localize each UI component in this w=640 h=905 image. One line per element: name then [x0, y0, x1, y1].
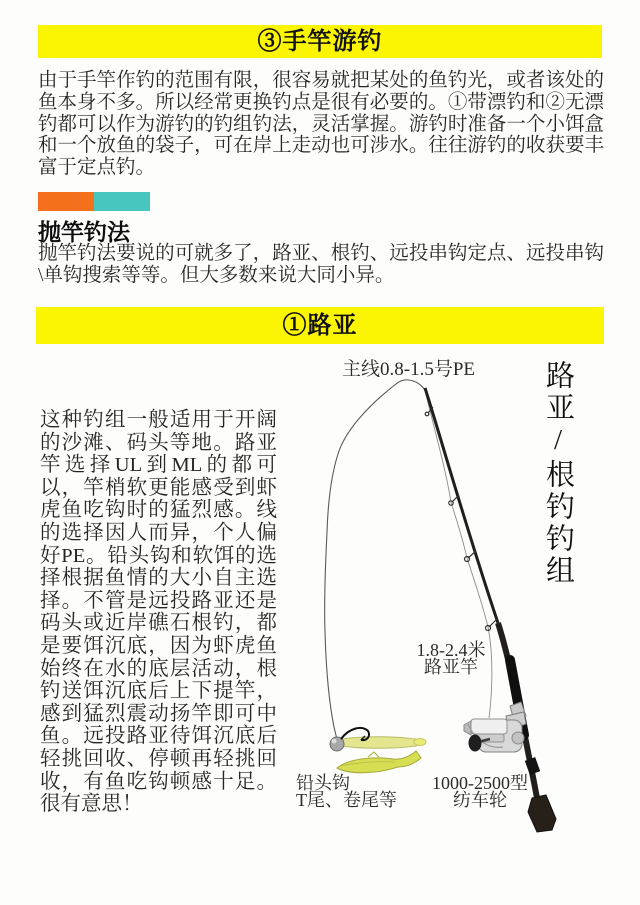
fishing-rod: [425, 388, 556, 832]
label-reel-line1: 1000-2500型: [432, 773, 528, 793]
section-divider: [38, 192, 150, 211]
label-jig-lure-line2: T尾、卷尾等: [296, 790, 397, 810]
fishing-rig-illustration: [280, 350, 640, 905]
fishing-line-curve: [325, 380, 425, 741]
divider-teal-bar: [94, 192, 150, 211]
section-banner-lure: ①路亚: [36, 307, 604, 344]
divider-orange-bar: [38, 192, 94, 211]
label-main-line: 主线0.8-1.5号PE: [342, 359, 476, 380]
label-rod-line1: 1.8-2.4米: [416, 640, 486, 660]
paragraph-hand-rod: 由于手竿作钓的范围有限，很容易就把某处的鱼钓光，或者该处的鱼本身不多。所以经常更换钓点是很有必要的。①带漂钓和②无漂钓都可以作为游钓的钓组钓法，灵活掌握。游钓时准备一个小饵盒和一个放鱼的袋子，可在岸上走动也可涉水。往往游钓的收获要丰富于定点钓。: [38, 70, 604, 179]
rod-guides: [425, 407, 497, 631]
label-reel: [424, 775, 536, 809]
heading-casting-method: 抛竿钓法: [38, 219, 130, 245]
jig-head-lure: [330, 728, 426, 751]
paragraph-lure: 这种钓组一般适用于开阔的沙滩、码头等地。路亚竿选择UL到ML的都可以，竿梢软更能感受到虾虎鱼吃钩时的猛烈感。线的选择因人而异，个人偏好PE。铅头钩和软饵的选择根据鱼情的大小自主选择。不管是远投路亚还是码头或近岸礁石根钓，都是要饵沉底，因为虾虎鱼始终在水的底层活动，根钓送饵沉底后上下提竿，感到猛烈震动扬竿即可中鱼。远投路亚待饵沉底后轻挑回收、停顿再轻挑回收，有鱼吃钩顿感十足。很有意思！: [40, 409, 277, 816]
paragraph-casting-method: 抛竿钓法要说的可就多了，路亚、根钓、远投串钩定点、远投串钩\单钩搜索等等。但大多数来说大同小异。: [38, 243, 604, 286]
reel-handle-knob: [469, 735, 482, 752]
section-banner-hand-rod: ③手竿游钓: [38, 25, 602, 58]
label-reel-line2: 纺车轮: [453, 790, 507, 810]
label-jig-lure-line1: 铅头钩: [296, 773, 350, 793]
spinning-reel: [464, 702, 526, 752]
label-rod-line2: 路亚竿: [424, 657, 478, 677]
label-jig-lure: [296, 775, 397, 809]
label-rod: [395, 642, 507, 676]
vertical-caption: 路亚/根钓钓组: [542, 360, 574, 587]
lure-rig-diagram: [280, 350, 640, 905]
paddle-tail-lure: [337, 751, 421, 773]
